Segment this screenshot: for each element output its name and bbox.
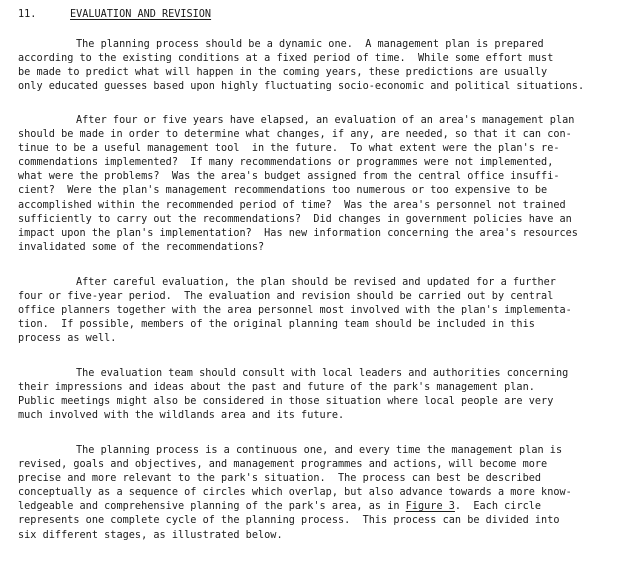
paragraph-line: impact upon the plan's implementation? Has new information concerning the area's resources: [18, 227, 578, 239]
paragraph-line: much involved with the wildlands area and its future.: [18, 410, 345, 422]
paragraph-line: [18, 500, 608, 514]
paragraph-line: six different stages, as illustrated below.: [18, 529, 283, 541]
section-title: EVALUATION AND REVISION: [70, 9, 212, 20]
paragraph-line: conceptually as a sequence of circles which overlap, but also advance towards a more know-: [18, 487, 572, 499]
paragraph-line: revised, goals and objectives, and management programmes and actions, will become more: [18, 459, 548, 471]
paragraph-4: [18, 367, 608, 423]
paragraph-line: invalidated some of the recommendations?: [18, 241, 265, 253]
paragraph-line: commendations implemented? If many recommendations or programmes were not implemented,: [18, 157, 554, 169]
paragraph-line: accomplished within the recommended period of time? Was the area's personnel not trained: [18, 199, 566, 211]
paragraph-line: their impressions and ideas about the past and future of the park's management plan.: [18, 382, 535, 394]
paragraph-line: be made to predict what will happen in the coming years, these predictions are usually: [18, 67, 548, 79]
figure-reference-link[interactable]: Figure 3: [405, 501, 455, 513]
paragraph-line: precise and more relevant to the park's situation. The process can best be described: [18, 473, 542, 485]
paragraph-line: only educated guesses based upon highly fluctuating socio-economic and political situations.: [18, 81, 585, 93]
paragraph-line: four or five-year period. The evaluation and revision should be carried out by central: [18, 291, 554, 303]
paragraph-line: sufficiently to carry out the recommendations? Did changes in government policies have an: [18, 213, 572, 225]
paragraph-line-text: ledgeable and comprehensive planning of the park's area, as in: [18, 501, 406, 513]
paragraph-line: process as well.: [18, 333, 117, 345]
paragraph-line: cient? Were the plan's management recommendations too numerous or too expensive to be: [18, 185, 548, 197]
paragraph-line: The planning process is a continuous one, and every time the management plan is: [76, 445, 563, 456]
paragraph-line: Public meetings might also be considered in those situation where local people are very: [18, 396, 554, 408]
paragraph-line: The planning process should be a dynamic one. A management plan is prepared: [76, 39, 544, 50]
paragraph-line: After careful evaluation, the plan should be revised and updated for a further: [76, 277, 556, 288]
paragraph-line: After four or five years have elapsed, an evaluation of an area's management plan: [76, 115, 575, 126]
paragraph-line-text: . Each circle: [454, 501, 542, 513]
paragraph-line: according to the existing conditions at a fixed period of time. While some effort must: [18, 53, 554, 65]
paragraph-line: office planners together with the area personnel most involved with the plan's implementa-: [18, 305, 572, 317]
section-number: 11.: [18, 9, 37, 20]
paragraph-line: tinue to be a useful management tool in the future. To what extent were the plan's re-: [18, 143, 560, 155]
paragraph-5: [18, 444, 608, 543]
paragraph-line: represents one complete cycle of the planning process. This process can be divided into: [18, 515, 560, 527]
paragraph-2: [18, 114, 608, 255]
paragraph-line: The evaluation team should consult with local leaders and authorities concerning: [76, 368, 569, 379]
paragraph-3: [18, 276, 608, 346]
paragraph-line: tion. If possible, members of the original planning team should be included in this: [18, 319, 535, 331]
paragraph-line: should be made in order to determine what changes, if any, are needed, so that it can con-: [18, 129, 572, 141]
paragraph-1: [18, 38, 608, 94]
paragraph-line: what were the problems? Was the area's budget assigned from the central office insuffi-: [18, 171, 560, 183]
section-heading: [18, 8, 211, 22]
